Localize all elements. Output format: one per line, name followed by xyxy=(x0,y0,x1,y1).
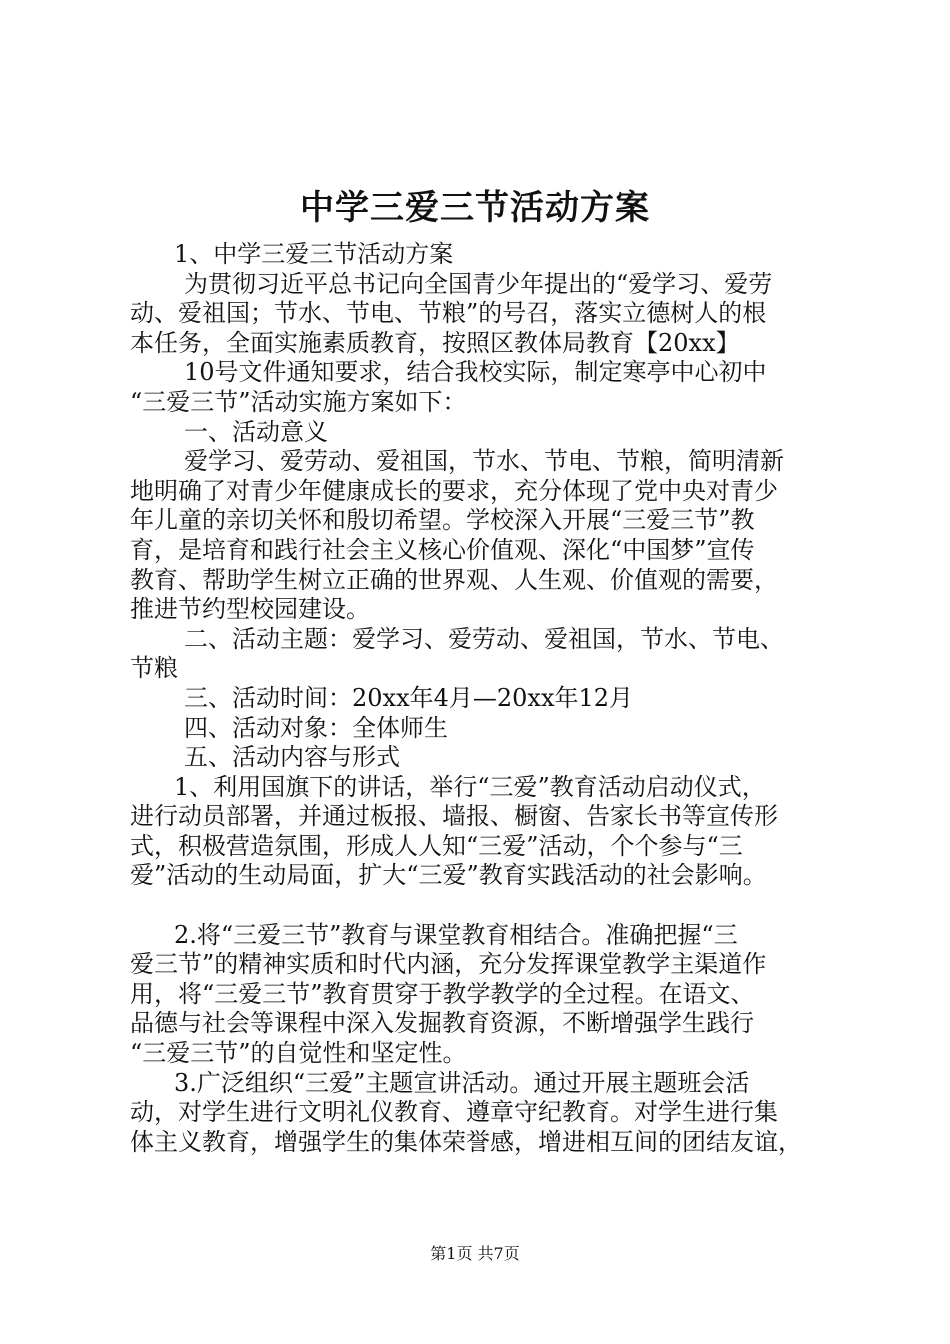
section-heading: 五、活动内容与形式 xyxy=(184,743,400,772)
text-line: 地明确了对青少年健康成长的要求，充分体现了党中央对青少 xyxy=(130,476,778,505)
text-line: 1、利用国旗下的讲话，举行“三爱”教育活动启动仪式， xyxy=(174,772,766,801)
text-line: 动、爱祖国；节水、节电、节粮”的号召，落实立德树人的根 xyxy=(130,299,767,328)
text-line: 1、中学三爱三节活动方案 xyxy=(174,240,454,268)
text-line: 爱三节”的精神实质和时代内涵，充分发挥课堂教学主渠道作 xyxy=(130,950,767,979)
text-line: 育，是培育和践行社会主义核心价值观、深化“中国梦”宣传 xyxy=(130,535,755,564)
text-line: “三爱三节”活动实施方案如下： xyxy=(130,387,467,416)
document-title: 中学三爱三节活动方案 xyxy=(300,188,650,228)
text-line: 为贯彻习近平总书记向全国青少年提出的“爱学习、爱劳 xyxy=(184,269,773,298)
text-line: 3.广泛组织“三爱”主题宣讲活动。通过开展主题班会活 xyxy=(174,1068,750,1097)
text-line: 进行动员部署，并通过板报、墙报、橱窗、告家长书等宣传形 xyxy=(130,802,778,831)
text-line: 体主义教育，增强学生的集体荣誉感，增进相互间的团结友谊， xyxy=(130,1127,802,1156)
section-heading: 一、活动意义 xyxy=(184,417,328,446)
section-heading: 四、活动对象：全体师生 xyxy=(184,713,448,742)
text-line: 爱学习、爱劳动、爱祖国，节水、节电、节粮，简明清新 xyxy=(184,447,784,476)
text-line: 品德与社会等课程中深入发掘教育资源，不断增强学生践行 xyxy=(130,1009,754,1038)
text-line: 爱”活动的生动局面，扩大“三爱”教育实践活动的社会影响。 xyxy=(130,861,767,890)
section-heading: 二、活动主题：爱学习、爱劳动、爱祖国，节水、节电、 xyxy=(184,624,784,653)
text-line: 节粮 xyxy=(130,654,178,683)
text-line: 式，积极营造氛围，形成人人知“三爱”活动，个个参与“三 xyxy=(130,831,743,860)
document-body xyxy=(130,240,850,1157)
text-line: 动，对学生进行文明礼仪教育、遵章守纪教育。对学生进行集 xyxy=(130,1098,778,1127)
section-heading: 三、活动时间：20xx年4月—20xx年12月 xyxy=(184,683,634,712)
page-number: 第1页 共7页 xyxy=(430,1244,520,1263)
paragraph-gap xyxy=(130,891,850,921)
text-line: 推进节约型校园建设。 xyxy=(130,595,370,624)
text-line: 用，将“三爱三节”教育贯穿于教学教学的全过程。在语文、 xyxy=(130,979,755,1008)
text-line: 年儿童的亲切关怀和殷切希望。学校深入开展“三爱三节”教 xyxy=(130,506,755,535)
text-line: 本任务，全面实施素质教育，按照区教体局教育【20xx】 xyxy=(130,328,740,357)
text-line: 教育、帮助学生树立正确的世界观、人生观、价值观的需要， xyxy=(130,565,778,594)
text-line: “三爱三节”的自觉性和坚定性。 xyxy=(130,1039,467,1068)
text-line: 10号文件通知要求，结合我校实际，制定寒亭中心初中 xyxy=(184,358,767,387)
text-line: 2.将“三爱三节”教育与课堂教育相结合。准确把握“三 xyxy=(174,920,738,949)
